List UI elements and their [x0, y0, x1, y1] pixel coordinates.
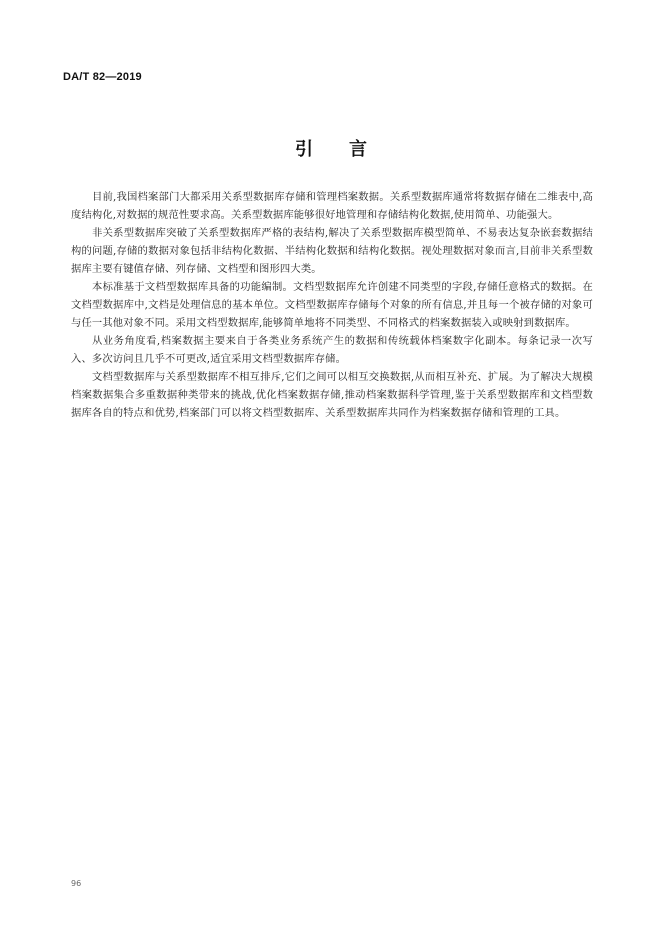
paragraph: 非关系型数据库突破了关系型数据库严格的表结构,解决了关系型数据库模型简单、不易表达复杂嵌套数据结构的问题,存储的数据对象包括非结构化数据、半结构化数据和结构化数据。视处理数据对象而言,目前非关系型数据库主要有键值存储、列存储、文档型和图形四大类。	[71, 227, 593, 275]
paragraph: 本标准基于文档型数据库具备的功能编制。文档型数据库允许创建不同类型的字段,存储任意格式的数据。在文档型数据库中,文档是处理信息的基本单位。文档型数据库存储每个对象的所有信息,并且每一个被存储的对象可与任一其他对象不同。采用文档型数据库,能够简单地将不同类型、不同格式的档案数据装入或映射到数据库。	[71, 281, 593, 329]
page-number: 96	[71, 879, 82, 888]
paragraph: 文档型数据库与关系型数据库不相互排斥,它们之间可以相互交换数据,从而相互补充、扩展。为了解决大规模档案数据集合多重数据种类带来的挑战,优化档案数据存储,推动档案数据科学管理,鉴于关系型数据库和文档型数据库各自的特点和优势,档案部门可以将文档型数据库、关系型数据库共同作为档案数据存储和管理的工具。	[71, 371, 593, 419]
paragraph: 从业务角度看,档案数据主要来自于各类业务系统产生的数据和传统载体档案数字化副本。每条记录一次写入、多次访问且几乎不可更改,适宜采用文档型数据库存储。	[71, 335, 593, 365]
paragraph: 目前,我国档案部门大都采用关系型数据库存储和管理档案数据。关系型数据库通常将数据存储在二维表中,高度结构化,对数据的规范性要求高。关系型数据库能够很好地管理和存储结构化数据,使用简单、功能强大。	[71, 191, 593, 221]
section-title: 引言	[295, 139, 403, 160]
body-text	[71, 188, 593, 422]
document-code: DA/T 82—2019	[63, 71, 142, 83]
